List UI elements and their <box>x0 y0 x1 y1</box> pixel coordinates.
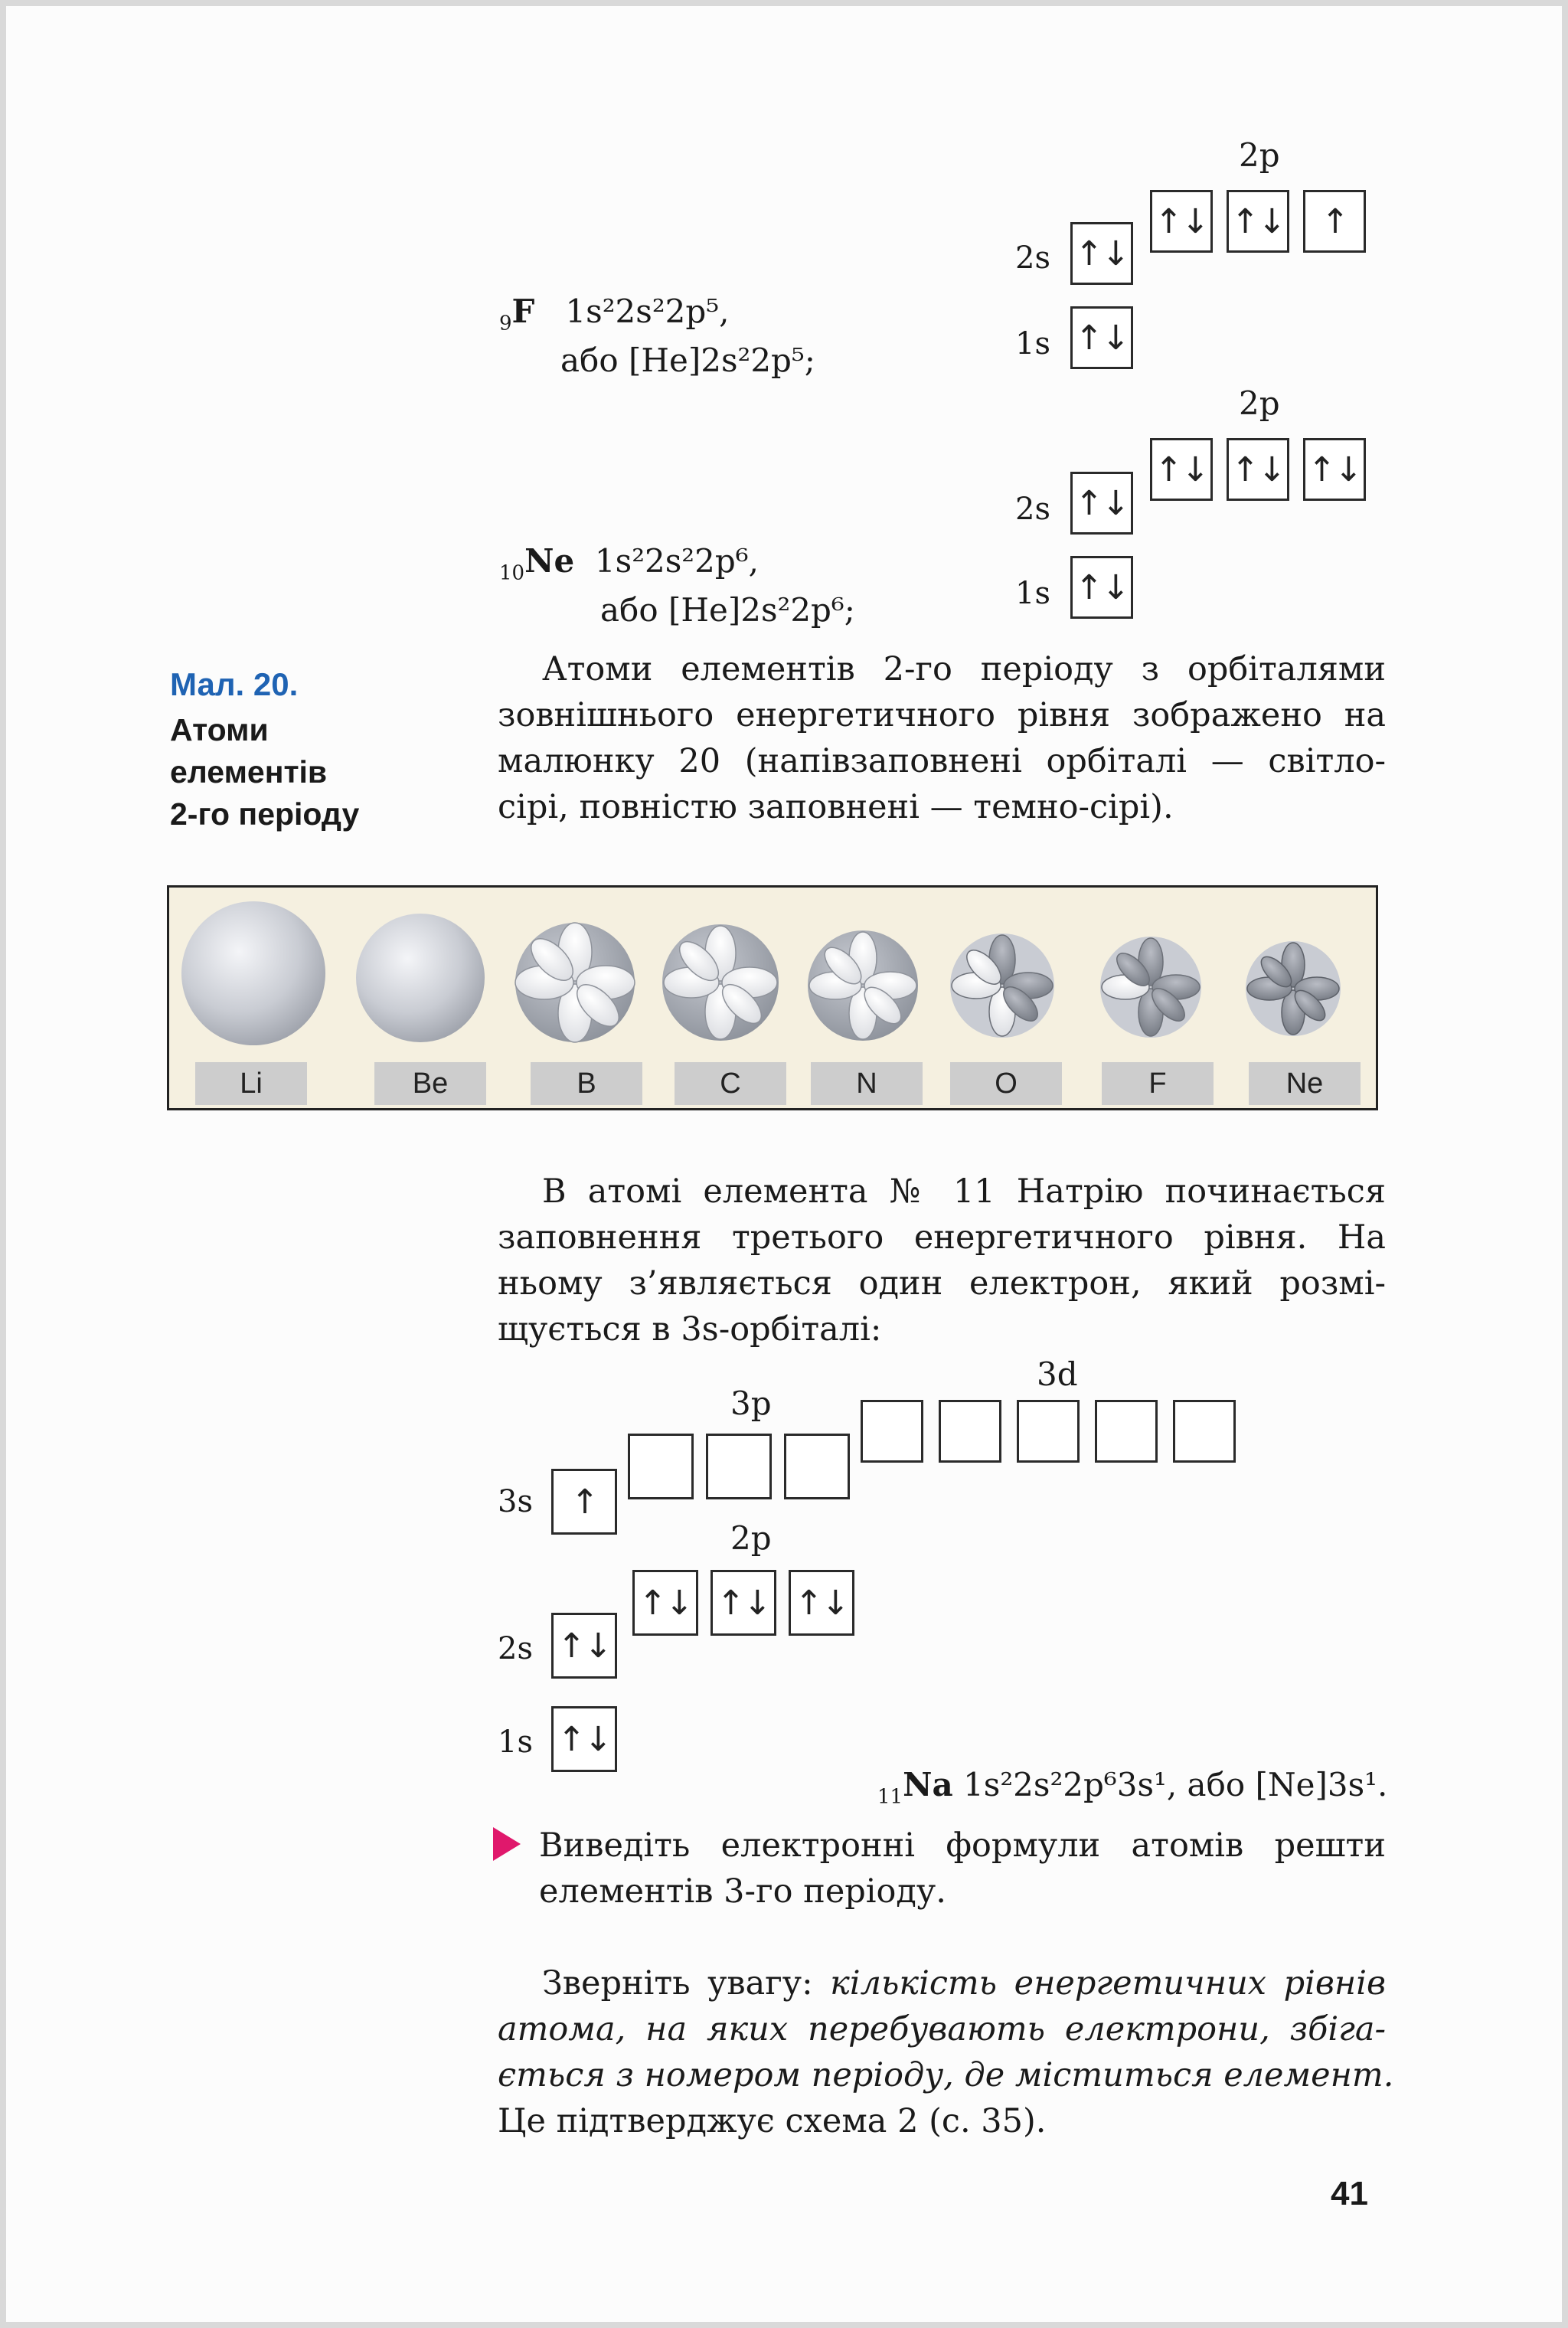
atom-label-f: F <box>1102 1062 1214 1105</box>
na-3d-label: 3d <box>1037 1355 1078 1393</box>
note-line: ється з номером періоду, де міститься елемент. <box>498 2056 1394 2094</box>
ne-symbol: Ne <box>524 542 575 580</box>
task-line: елементів 3-го періоду. <box>539 1872 946 1911</box>
ne-2p-cell-2: ↑↓ <box>1227 438 1289 501</box>
na-formula <box>877 1766 1388 1809</box>
figure-caption-number: Мал. 20. <box>170 666 299 702</box>
na-3p-cell-1 <box>628 1434 694 1499</box>
na-3s-label: 3s <box>498 1484 533 1519</box>
note-line <box>498 1960 1386 2006</box>
na-3d-cell-4 <box>1095 1400 1158 1463</box>
ne-2p-cell-3: ↑↓ <box>1303 438 1366 501</box>
na-2s-cell: ↑↓ <box>551 1613 617 1679</box>
note-italic: кількість енергетичних рівнів <box>830 1964 1387 2003</box>
atom-o-icon <box>950 933 1054 1038</box>
paragraph-line: щується в 3s-орбіталі: <box>498 1310 882 1349</box>
f-2p-cell-2: ↑↓ <box>1227 190 1289 253</box>
na-3p-label: 3p <box>730 1385 772 1422</box>
paragraph-line: зовнішнього енергетичного рівня зображено на <box>498 696 1386 734</box>
na-2p-cell-3: ↑↓ <box>789 1570 854 1636</box>
na-3d-cell-5 <box>1173 1400 1236 1463</box>
na-3s-cell: ↑ <box>551 1469 617 1535</box>
na-3p-cell-2 <box>706 1434 772 1499</box>
figure-period2-atoms <box>167 885 1378 1110</box>
note-lead: Зверніть увагу: <box>542 1964 813 2003</box>
paragraph-sodium <box>498 1169 1386 1352</box>
na-2p-label: 2p <box>730 1519 772 1557</box>
ne-formula-line1 <box>499 542 759 585</box>
note-paragraph <box>498 1960 1394 2144</box>
na-2p-cell-1: ↑↓ <box>632 1570 698 1636</box>
atom-f-icon <box>1100 937 1201 1038</box>
f-atomic-number: 9 <box>499 312 512 335</box>
atom-be-icon <box>356 914 485 1042</box>
f-symbol: F <box>511 293 535 330</box>
task-line: Виведіть електронні формули атомів решти <box>539 1826 1386 1865</box>
na-config: 1s²2s²2p⁶3s¹, або [Ne]3s¹. <box>963 1766 1388 1803</box>
task-triangle-icon <box>493 1827 521 1861</box>
note-line: Це підтверджує схема 2 (с. 35). <box>498 2102 1047 2140</box>
ne-formula-line2: або [He]2s²2p⁶; <box>600 591 855 629</box>
f-config: 1s²2s²2p⁵, <box>565 293 730 330</box>
na-2p-cell-2: ↑↓ <box>710 1570 776 1636</box>
f-2s-cell: ↑↓ <box>1070 222 1133 285</box>
atom-label-c: C <box>675 1062 786 1105</box>
f-2s-label: 2s <box>1015 240 1050 276</box>
ne-1s-cell: ↑↓ <box>1070 556 1133 619</box>
atom-b-icon <box>515 923 635 1042</box>
na-symbol: Na <box>903 1766 953 1803</box>
f-1s-label: 1s <box>1015 326 1050 361</box>
atom-n-icon <box>808 930 918 1041</box>
na-3p-cell-3 <box>784 1434 850 1499</box>
f-1s-cell: ↑↓ <box>1070 306 1133 369</box>
paragraph-line: В атомі елемента № 11 Натрію починається <box>542 1172 1386 1211</box>
f-formula-line1 <box>499 293 730 335</box>
f-2p-cell-1: ↑↓ <box>1150 190 1213 253</box>
atom-c-icon <box>662 924 779 1041</box>
atom-label-be: Be <box>374 1062 486 1105</box>
atom-label-n: N <box>811 1062 923 1105</box>
paragraph-orbitals <box>498 646 1386 830</box>
atoms-illustration <box>169 888 1376 1061</box>
caption-line: 2-го періоду <box>170 796 360 832</box>
paragraph-line: малюнку 20 (напівзаповнені орбіталі — світло- <box>498 742 1386 780</box>
atom-ne-icon <box>1246 941 1341 1036</box>
ne-2p-label: 2p <box>1239 384 1280 422</box>
atom-label-li: Li <box>195 1062 307 1105</box>
na-3d-cell-1 <box>861 1400 923 1463</box>
task-text <box>539 1823 1386 1914</box>
na-atomic-number: 11 <box>877 1785 903 1809</box>
f-2p-label: 2p <box>1239 136 1280 174</box>
note-line: атома, на яких перебувають електрони, збіга- <box>498 2010 1386 2048</box>
paragraph-line: заповнення третього енергетичного рівня. На <box>498 1218 1386 1257</box>
paragraph-line: Атоми елементів 2-го періоду з орбіталями <box>542 650 1386 688</box>
page-number: 41 <box>1331 2175 1368 2212</box>
ne-2s-cell: ↑↓ <box>1070 472 1133 535</box>
textbook-page <box>6 6 1562 2322</box>
atom-li-icon <box>181 901 325 1045</box>
caption-line: елементів <box>170 754 328 790</box>
atom-label-o: O <box>950 1062 1062 1105</box>
ne-1s-label: 1s <box>1015 576 1050 611</box>
atom-label-b: B <box>531 1062 642 1105</box>
na-1s-cell: ↑↓ <box>551 1706 617 1772</box>
na-2s-label: 2s <box>498 1631 533 1666</box>
f-formula-line2: або [He]2s²2p⁵; <box>560 342 815 379</box>
caption-line: Атоми <box>170 712 269 747</box>
ne-config: 1s²2s²2p⁶, <box>594 542 759 580</box>
ne-atomic-number: 10 <box>499 561 525 585</box>
atom-label-ne: Ne <box>1249 1062 1361 1105</box>
figure-caption-text <box>170 709 400 835</box>
ne-2s-label: 2s <box>1015 492 1050 527</box>
ne-2p-cell-1: ↑↓ <box>1150 438 1213 501</box>
na-1s-label: 1s <box>498 1725 533 1760</box>
paragraph-line: сірі, повністю заповнені — темно-сірі). <box>498 788 1174 826</box>
na-3d-cell-3 <box>1017 1400 1080 1463</box>
na-3d-cell-2 <box>939 1400 1001 1463</box>
f-2p-cell-3: ↑ <box>1303 190 1366 253</box>
paragraph-line: ньому з’являється один електрон, який розмі- <box>498 1264 1386 1303</box>
